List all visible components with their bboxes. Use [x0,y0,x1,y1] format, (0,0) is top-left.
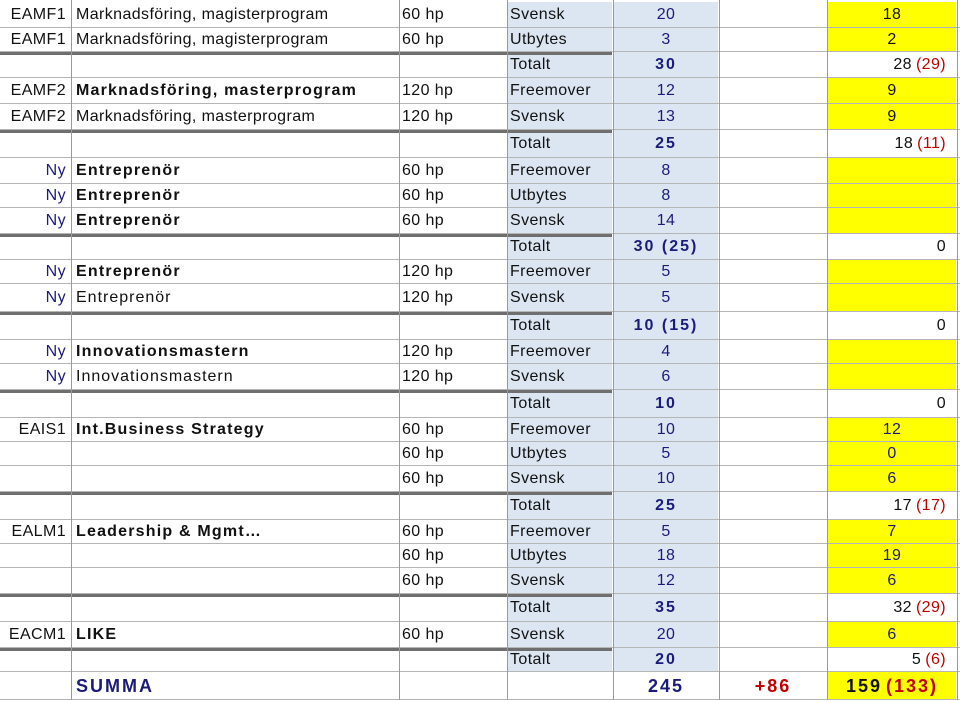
total-separator [0,648,612,651]
credits-cell: 60 hp [402,31,445,48]
credits-cell [400,594,506,622]
table-row [0,208,960,234]
total-separator [0,312,612,315]
total-label: Totalt [508,130,612,158]
admitted-count-cell [828,130,956,158]
table-row [0,158,960,184]
credits-cell: 60 hp [402,572,445,589]
admitted-count-cell [828,568,956,594]
spacer-cell [720,312,826,340]
applicants-count-cell: 10 [614,418,718,442]
column-divider [399,0,400,700]
program-code-cell [0,648,70,672]
total-row [0,312,960,340]
previous-value: (11) [917,135,946,152]
spacer-cell [720,158,826,184]
admitted-value: 6 [887,470,897,487]
admitted-value: 0 [936,395,946,412]
table-row [0,622,960,648]
student-type-cell: Freemover [508,520,612,544]
program-code-cell [0,442,70,466]
table-row [0,28,960,52]
credits-cell [400,52,506,78]
credits-cell: 120 hp [402,343,454,360]
applicants-count-cell: 12 [614,568,718,594]
program-name-cell: Marknadsföring, masterprogram [76,108,316,125]
admitted-value: 159 [845,675,882,696]
spacer-cell [720,364,826,390]
admitted-count-cell [828,312,956,340]
spacer-cell [720,184,826,208]
program-name-cell: Entreprenör [76,263,181,280]
table-row [0,260,960,284]
admitted-value: 5 [911,651,922,668]
total-row [0,492,960,520]
program-code-cell [0,568,70,594]
admitted-count-cell [828,2,956,28]
admitted-value: 7 [887,523,897,540]
admitted-count-cell [828,492,956,520]
total-separator [0,492,612,495]
previous-value: (6) [925,651,946,668]
credits-cell [400,648,506,672]
applicants-count-cell: 5 [614,520,718,544]
credits-cell [400,130,506,158]
admitted-count-cell [828,78,956,104]
admitted-count-cell [828,184,956,208]
program-name-cell: Int.Business Strategy [76,421,265,438]
admitted-value: 0 [936,238,946,255]
applicants-count-cell: 20 [614,622,718,648]
program-code-cell [0,234,70,260]
admitted-count-cell [828,520,956,544]
table-row [0,544,960,568]
table-row [0,568,960,594]
column-divider [957,0,958,700]
spacer-cell [720,520,826,544]
program-name-cell: Innovationsmastern [76,368,234,385]
program-name-cell [72,568,398,594]
table-row [0,78,960,104]
applicants-count-cell: 4 [614,340,718,364]
program-name-cell [72,390,398,418]
credits-cell: 60 hp [402,162,445,179]
student-type-cell: Freemover [508,158,612,184]
table-row [0,104,960,130]
row-divider [0,699,960,700]
applicants-count-cell: 10 (15) [614,312,718,340]
credits-cell [400,672,506,700]
spacer-cell [720,2,826,28]
credits-cell: 60 hp [402,626,445,643]
program-code-cell [0,390,70,418]
student-type-cell: Svensk [508,364,612,390]
total-row [0,234,960,260]
table-row [0,284,960,312]
column-divider [827,0,828,700]
admitted-count-cell [828,648,956,672]
credits-cell: 60 hp [402,421,445,438]
total-label: Totalt [508,594,612,622]
summa-label: SUMMA [76,675,154,696]
program-name-cell [72,544,398,568]
admitted-value: 28 [893,56,912,73]
applicants-count-cell: 8 [614,158,718,184]
total-label: Totalt [508,492,612,520]
spacer-cell [720,260,826,284]
total-row [0,390,960,418]
program-name-cell [72,312,398,340]
admitted-count-cell [828,284,956,312]
applicants-count-cell: 12 [614,78,718,104]
admitted-count-cell [828,466,956,492]
spacer-cell [720,492,826,520]
applicants-count-cell: 30 (25) [614,234,718,260]
program-code-cell [0,492,70,520]
credits-cell: 60 hp [402,212,445,229]
admitted-value: 0 [936,317,946,334]
admitted-count-cell [828,52,956,78]
admitted-value: 19 [882,547,902,564]
program-code-cell: Ny [45,187,66,204]
previous-value: (17) [915,497,946,514]
summa-row [0,672,960,700]
applicants-count-cell: 20 [614,648,718,672]
column-divider [613,0,614,700]
column-divider [719,0,720,700]
admitted-count-cell [828,672,956,700]
table-row [0,418,960,442]
student-type-cell: Utbytes [508,544,612,568]
spacer-cell [720,544,826,568]
table-row [0,364,960,390]
program-code-cell: Ny [45,263,66,280]
applicants-count-cell: 10 [614,466,718,492]
admitted-count-cell [828,544,956,568]
program-code-cell: EALM1 [11,523,66,540]
student-type-cell: Freemover [508,418,612,442]
applicants-count-cell: 25 [614,130,718,158]
total-row [0,648,960,672]
applicants-count-cell: 25 [614,492,718,520]
student-type-cell: Svensk [508,104,612,130]
program-code-cell: EACM1 [8,626,66,643]
admitted-count-cell [828,158,956,184]
applicants-count-cell: 14 [614,208,718,234]
credits-cell: 120 hp [402,368,454,385]
program-name-cell [72,442,398,466]
admitted-count-cell [828,28,956,52]
student-type-cell: Freemover [508,340,612,364]
program-name-cell [72,52,398,78]
applicants-count-cell: 30 [614,52,718,78]
previous-value: (29) [915,56,946,73]
program-name-cell: Innovationsmastern [76,343,250,360]
total-separator [0,390,612,393]
credits-cell: 60 hp [402,6,445,23]
credits-cell [400,234,506,260]
spacer-cell [720,648,826,672]
program-code-cell: EAMF1 [10,6,66,23]
spacer-cell [720,390,826,418]
credits-cell: 120 hp [402,289,454,306]
admitted-count-cell [828,622,956,648]
admitted-value: 6 [887,572,897,589]
table-row [0,340,960,364]
spacer-cell [720,568,826,594]
applicants-count-cell: 5 [614,442,718,466]
admitted-value: 32 [893,599,912,616]
student-type-cell: Freemover [508,260,612,284]
total-label: Totalt [508,52,612,78]
credits-cell: 60 hp [402,187,445,204]
student-type-cell: Svensk [508,568,612,594]
program-code-cell: Ny [45,162,66,179]
applicants-count-cell: 18 [614,544,718,568]
admitted-count-cell [828,104,956,130]
spacer-cell [720,594,826,622]
student-type-cell [508,672,612,700]
table-row [0,520,960,544]
credits-cell: 60 hp [402,445,445,462]
program-code-cell: EAIS1 [18,421,66,438]
applicants-count-cell: 3 [614,28,718,52]
student-type-cell: Svensk [508,284,612,312]
total-label: Totalt [508,648,612,672]
spacer-cell [720,466,826,492]
applicants-count-cell: 8 [614,184,718,208]
admitted-count-cell [828,442,956,466]
student-type-cell: Utbytes [508,28,612,52]
admitted-count-cell [828,260,956,284]
column-divider [71,0,72,700]
admitted-count-cell [828,208,956,234]
spacer-cell [720,442,826,466]
credits-cell: 120 hp [402,263,454,280]
program-code-cell: EAMF2 [10,108,66,125]
admitted-count-cell [828,594,956,622]
table-row [0,2,960,28]
applicants-count-cell: 13 [614,104,718,130]
program-name-cell: Entreprenör [76,187,181,204]
admitted-value: 9 [887,82,897,99]
total-separator [0,52,612,55]
program-name-cell: Marknadsföring, magisterprogram [76,31,329,48]
applicants-count-cell: 5 [614,260,718,284]
admitted-count-cell [828,234,956,260]
program-name-cell [72,466,398,492]
admitted-value: 9 [887,108,897,125]
program-code-cell [0,672,70,700]
student-type-cell: Svensk [508,622,612,648]
total-row [0,130,960,158]
student-type-cell: Utbytes [508,184,612,208]
credits-cell: 60 hp [402,547,445,564]
credits-cell: 60 hp [402,470,445,487]
admitted-count-cell [828,418,956,442]
credits-cell [400,390,506,418]
previous-value: (133) [886,675,939,696]
previous-value: (29) [915,599,946,616]
program-name-cell: Marknadsföring, magisterprogram [76,6,329,23]
applicants-count-cell: 245 [647,675,685,696]
student-type-cell: Freemover [508,78,612,104]
total-separator [0,130,612,133]
spacer-cell [720,418,826,442]
program-name-cell: Entreprenör [76,162,181,179]
admitted-value: 17 [893,497,912,514]
applicants-count-cell: 20 [614,2,718,28]
program-code-cell: Ny [45,368,66,385]
program-code-cell [0,130,70,158]
program-code-cell: Ny [45,289,66,306]
admitted-value: 2 [887,31,897,48]
spacer-cell [720,78,826,104]
program-name-cell [72,130,398,158]
program-code-cell: EAMF1 [10,31,66,48]
total-row [0,594,960,622]
applicants-count-cell: 5 [614,284,718,312]
program-code-cell [0,594,70,622]
student-type-cell: Utbytes [508,442,612,466]
credits-cell: 120 hp [402,108,454,125]
program-code-cell [0,52,70,78]
program-name-cell: LIKE [76,626,118,643]
admitted-count-cell [828,364,956,390]
student-type-cell: Svensk [508,208,612,234]
spacer-cell [720,340,826,364]
program-code-cell [0,544,70,568]
program-code-cell [0,466,70,492]
spacer-cell [720,130,826,158]
applicants-count-cell: 10 [614,390,718,418]
admitted-value: 6 [887,626,897,643]
spacer-cell [720,52,826,78]
program-name-cell: Entreprenör [76,289,172,306]
program-name-cell [72,492,398,520]
program-name-cell: Leadership & Mgmt… [76,523,263,540]
column-divider [507,0,508,700]
spacer-cell [720,622,826,648]
spacer-cell [720,234,826,260]
total-label: Totalt [508,390,612,418]
admitted-value: 0 [887,445,897,462]
total-separator [0,594,612,597]
spacer-cell [720,28,826,52]
credits-cell: 60 hp [402,523,445,540]
program-name-cell [72,648,398,672]
admitted-count-cell [828,340,956,364]
applicants-count-cell: 35 [614,594,718,622]
spacer-cell [720,284,826,312]
table-row [0,184,960,208]
program-name-cell [72,234,398,260]
spacer-cell [720,208,826,234]
table-row [0,466,960,492]
program-code-cell: Ny [45,212,66,229]
program-code-cell: EAMF2 [10,82,66,99]
credits-cell: 120 hp [402,82,454,99]
program-name-cell: Entreprenör [76,212,181,229]
program-code-cell: Ny [45,343,66,360]
admitted-value: 18 [882,6,902,23]
total-row [0,52,960,78]
spacer-cell [720,104,826,130]
admitted-value: 18 [894,135,914,152]
credits-cell [400,492,506,520]
applicants-count-cell: 6 [614,364,718,390]
program-code-cell [0,312,70,340]
total-label: Totalt [508,234,612,260]
program-name-cell [72,594,398,622]
student-type-cell: Svensk [508,2,612,28]
admitted-value: 12 [882,421,902,438]
total-label: Totalt [508,312,612,340]
credits-cell [400,312,506,340]
program-name-cell: Marknadsföring, masterprogram [76,82,358,99]
admitted-count-cell [828,390,956,418]
student-type-cell: Svensk [508,466,612,492]
increase-cell: +86 [754,675,792,696]
total-separator [0,234,612,237]
table-row [0,442,960,466]
